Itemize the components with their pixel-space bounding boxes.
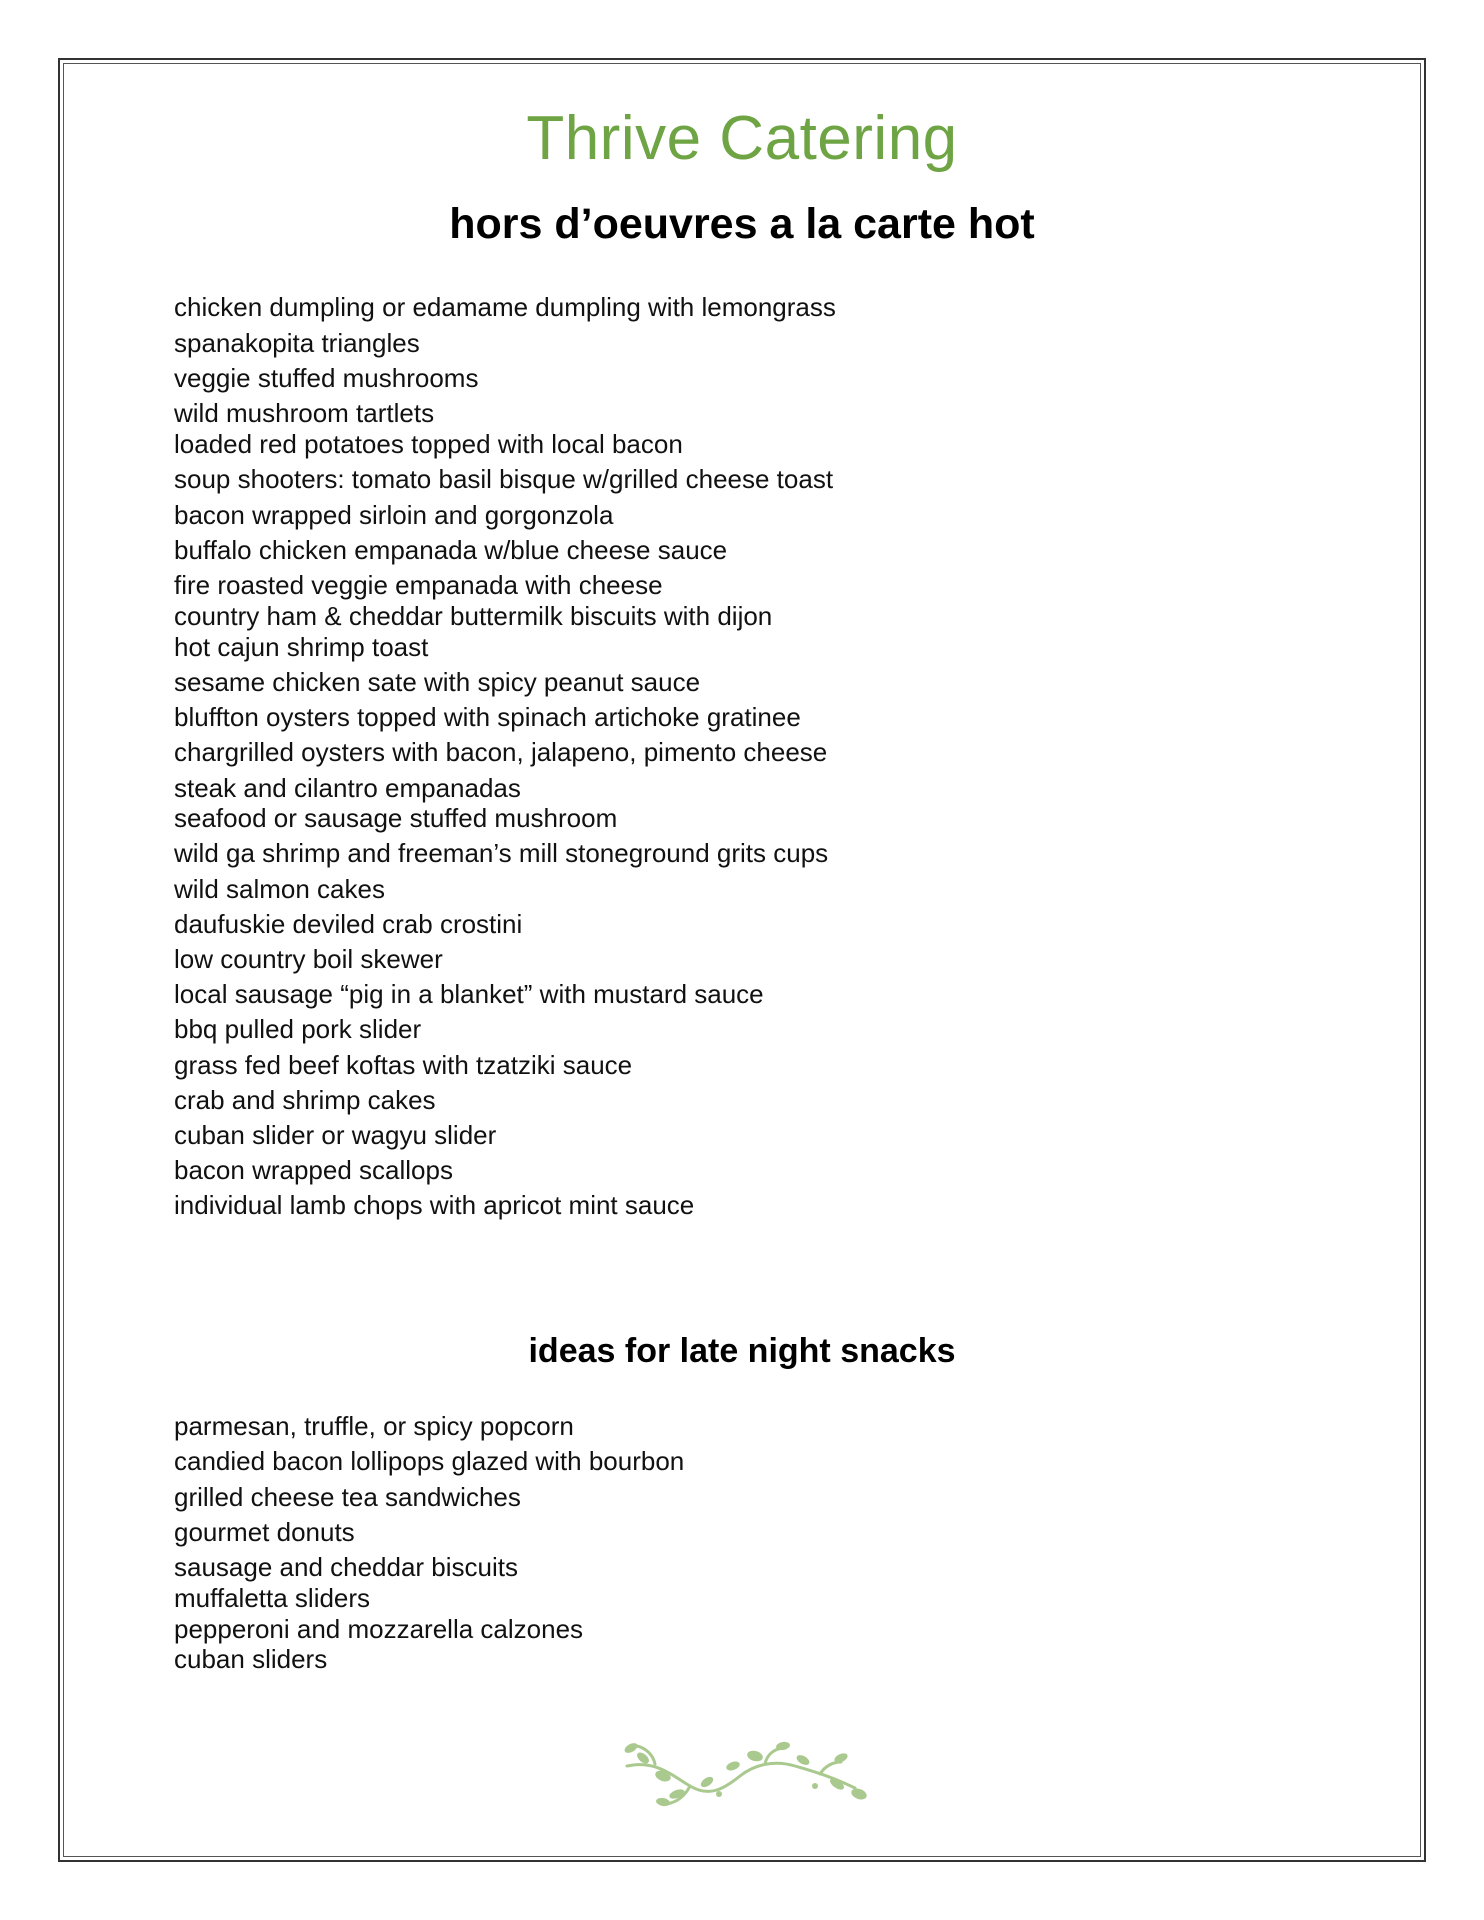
list-item: crab and shrimp cakes <box>174 1085 436 1115</box>
list-item: loaded red potatoes topped with local bacon <box>174 429 683 459</box>
list-item: chargrilled oysters with bacon, jalapeno, pimento cheese <box>174 737 828 767</box>
list-item: spanakopita triangles <box>174 328 420 358</box>
list-item: bacon wrapped scallops <box>174 1155 453 1185</box>
list-item: grilled cheese tea sandwiches <box>174 1482 521 1512</box>
list-item: cuban sliders <box>174 1644 328 1674</box>
list-item: sesame chicken sate with spicy peanut sauce <box>174 667 701 697</box>
brand-logo-text: Thrive Catering <box>526 104 958 173</box>
list-item: bluffton oysters topped with spinach artichoke gratinee <box>174 702 801 732</box>
list-item: seafood or sausage stuffed mushroom <box>174 803 618 833</box>
list-item: wild mushroom tartlets <box>174 398 435 428</box>
list-item: hot cajun shrimp toast <box>174 632 429 662</box>
list-item: wild salmon cakes <box>174 874 385 904</box>
list-item: pepperoni and mozzarella calzones <box>174 1614 584 1644</box>
list-item: bbq pulled pork slider <box>174 1014 422 1044</box>
list-item: muffaletta sliders <box>174 1583 371 1613</box>
list-item: daufuskie deviled crab crostini <box>174 909 523 939</box>
list-item: soup shooters: tomato basil bisque w/grilled cheese toast <box>174 464 834 494</box>
list-item: low country boil skewer <box>174 944 443 974</box>
snacks-section-title: ideas for late night snacks <box>528 1332 956 1370</box>
list-item: sausage and cheddar biscuits <box>174 1552 519 1582</box>
list-item: cuban slider or wagyu slider <box>174 1120 497 1150</box>
list-item: country ham & cheddar buttermilk biscuits with dijon <box>174 601 773 631</box>
list-item: local sausage “pig in a blanket” with mustard sauce <box>174 979 764 1009</box>
list-item: wild ga shrimp and freeman’s mill stoneground grits cups <box>174 838 829 868</box>
list-item: grass fed beef koftas with tzatziki sauce <box>174 1050 633 1080</box>
list-item: chicken dumpling or edamame dumpling with lemongrass <box>174 292 836 322</box>
hot-section-title: hors d’oeuvres a la carte hot <box>449 200 1035 248</box>
list-item: gourmet donuts <box>174 1517 355 1547</box>
list-item: bacon wrapped sirloin and gorgonzola <box>174 500 614 530</box>
list-item: individual lamb chops with apricot mint sauce <box>174 1190 695 1220</box>
list-item: steak and cilantro empanadas <box>174 773 521 803</box>
vine-ornament-icon <box>615 1736 875 1808</box>
list-item: veggie stuffed mushrooms <box>174 363 479 393</box>
list-item: fire roasted veggie empanada with cheese <box>174 570 663 600</box>
list-item: parmesan, truffle, or spicy popcorn <box>174 1411 574 1441</box>
list-item: buffalo chicken empanada w/blue cheese sauce <box>174 535 728 565</box>
list-item: candied bacon lollipops glazed with bourbon <box>174 1446 685 1476</box>
